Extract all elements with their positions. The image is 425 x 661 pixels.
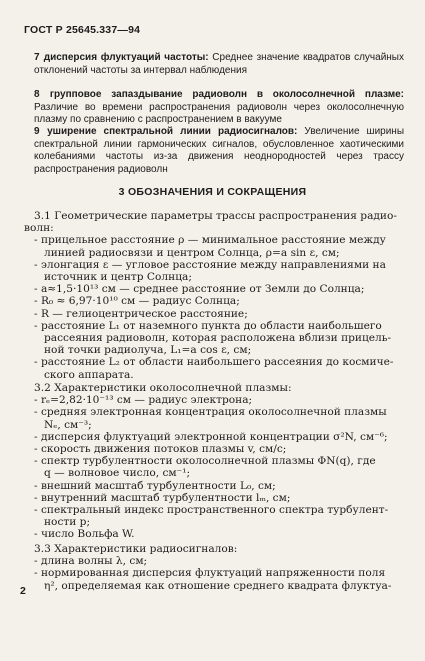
list-item: η², определяемая как отношение среднего квадрата флуктуа-: [44, 579, 392, 592]
list-item: - R₀ ≈ 6,97·10¹⁰ см — радиус Солнца;: [34, 295, 240, 308]
list-item: Nₑ, см⁻³;: [44, 418, 92, 431]
definition-8: [24, 89, 404, 127]
definition-7-term: дисперсия флуктуаций частоты:: [43, 52, 209, 63]
list-item: - нормированная дисперсия флуктуаций напряженности поля: [34, 567, 386, 580]
list-item: - длина волны λ, см;: [34, 555, 148, 568]
section-3-1: [24, 210, 404, 381]
list-item: - R — гелиоцентрическое расстояние;: [34, 307, 248, 320]
list-item: ности p;: [44, 516, 91, 529]
section-3-2-title: 3.2 Характеристики околосолнечной плазмы:: [34, 382, 292, 394]
definition-7-text: Среднее значение квадратов случайных отклонений частоты за интервал наблюдения: [34, 52, 404, 76]
section-3-1-title-cont: волн:: [24, 222, 54, 235]
definition-7-number: 7: [34, 52, 40, 63]
list-item: - спектральный индекс пространственного спектра турбулент-: [34, 504, 389, 517]
list-item: - расстояние L₂ от области наибольшего рассеяния до космиче-: [34, 356, 394, 369]
definition-9-number: 9: [34, 126, 40, 137]
definition-9-text: Увеличение ширины спектральной линии гармонических сигналов, обусловленное хаотическими колебаниями частоты из-за движения неоднородностей через трассу распространения радиоволн: [34, 126, 405, 175]
definition-8-text: Различие во времени распространения радиоволн через околосолнечную плазму по сравнению с распространением в вакууме: [34, 101, 404, 126]
list-item: - число Вольфа W.: [34, 528, 135, 541]
definition-7: [24, 52, 404, 77]
list-item: - прицельное расстояние ρ — минимальное расстояние между: [34, 234, 386, 247]
section-3-1-title: 3.1 Геометрические параметры трассы распространения радио-: [34, 210, 397, 222]
list-item: - расстояние L₁ от наземного пункта до области наибольшего: [34, 319, 382, 332]
list-item: - rₑ=2,82·10⁻¹³ см — радиус электрона;: [34, 394, 253, 407]
list-item: - скорость движения потоков плазмы v, см/с;: [34, 443, 287, 456]
section-3-2: [24, 382, 404, 541]
list-item: - a≈1,5·10¹³ см — среднее расстояние от Земли до Солнца;: [34, 283, 365, 296]
section-3-3-title: 3.3 Характеристики радиосигналов:: [34, 543, 238, 555]
section-3-3: [24, 543, 404, 592]
list-item: источник и центр Солнца;: [44, 271, 192, 284]
list-item: - средняя электронная концентрация околосолнечной плазмы: [34, 406, 387, 419]
definition-9-term: уширение спектральной линии радиосигналов:: [47, 126, 298, 137]
list-item: - элонгация ε — угловое расстояние между направлениями на: [34, 258, 386, 271]
definition-8-term: групповое запаздывание радиоволн в околосолнечной плазме:: [49, 89, 404, 100]
document-header: ГОСТ Р 25645.337—94: [24, 24, 141, 36]
list-item: q — волновое число, см⁻¹;: [44, 467, 191, 480]
list-item: - внутренний масштаб турбулентности lₘ, см;: [34, 491, 291, 504]
list-item: ной точки радиолуча, L₁=a cos ε, см;: [44, 344, 252, 357]
definition-9: [24, 126, 404, 176]
list-item: ского аппарата.: [44, 368, 134, 381]
list-item: линией радиосвязи и центром Солнца, ρ=a sin ε, см;: [44, 246, 340, 259]
list-item: - внешний масштаб турбулентности L₀, см;: [34, 479, 276, 492]
page-number: 2: [20, 585, 26, 597]
section-title: 3 ОБОЗНАЧЕНИЯ И СОКРАЩЕНИЯ: [118, 186, 307, 198]
definition-8-number: 8: [34, 89, 40, 100]
list-item: рассеяния радиоволн, которая расположена вблизи прицель-: [44, 332, 392, 345]
list-item: - дисперсия флуктуаций электронной концентрации σ²N, см⁻⁶;: [34, 430, 388, 443]
list-item: - спектр турбулентности околосолнечной плазмы ΦN(q), где: [34, 455, 376, 468]
